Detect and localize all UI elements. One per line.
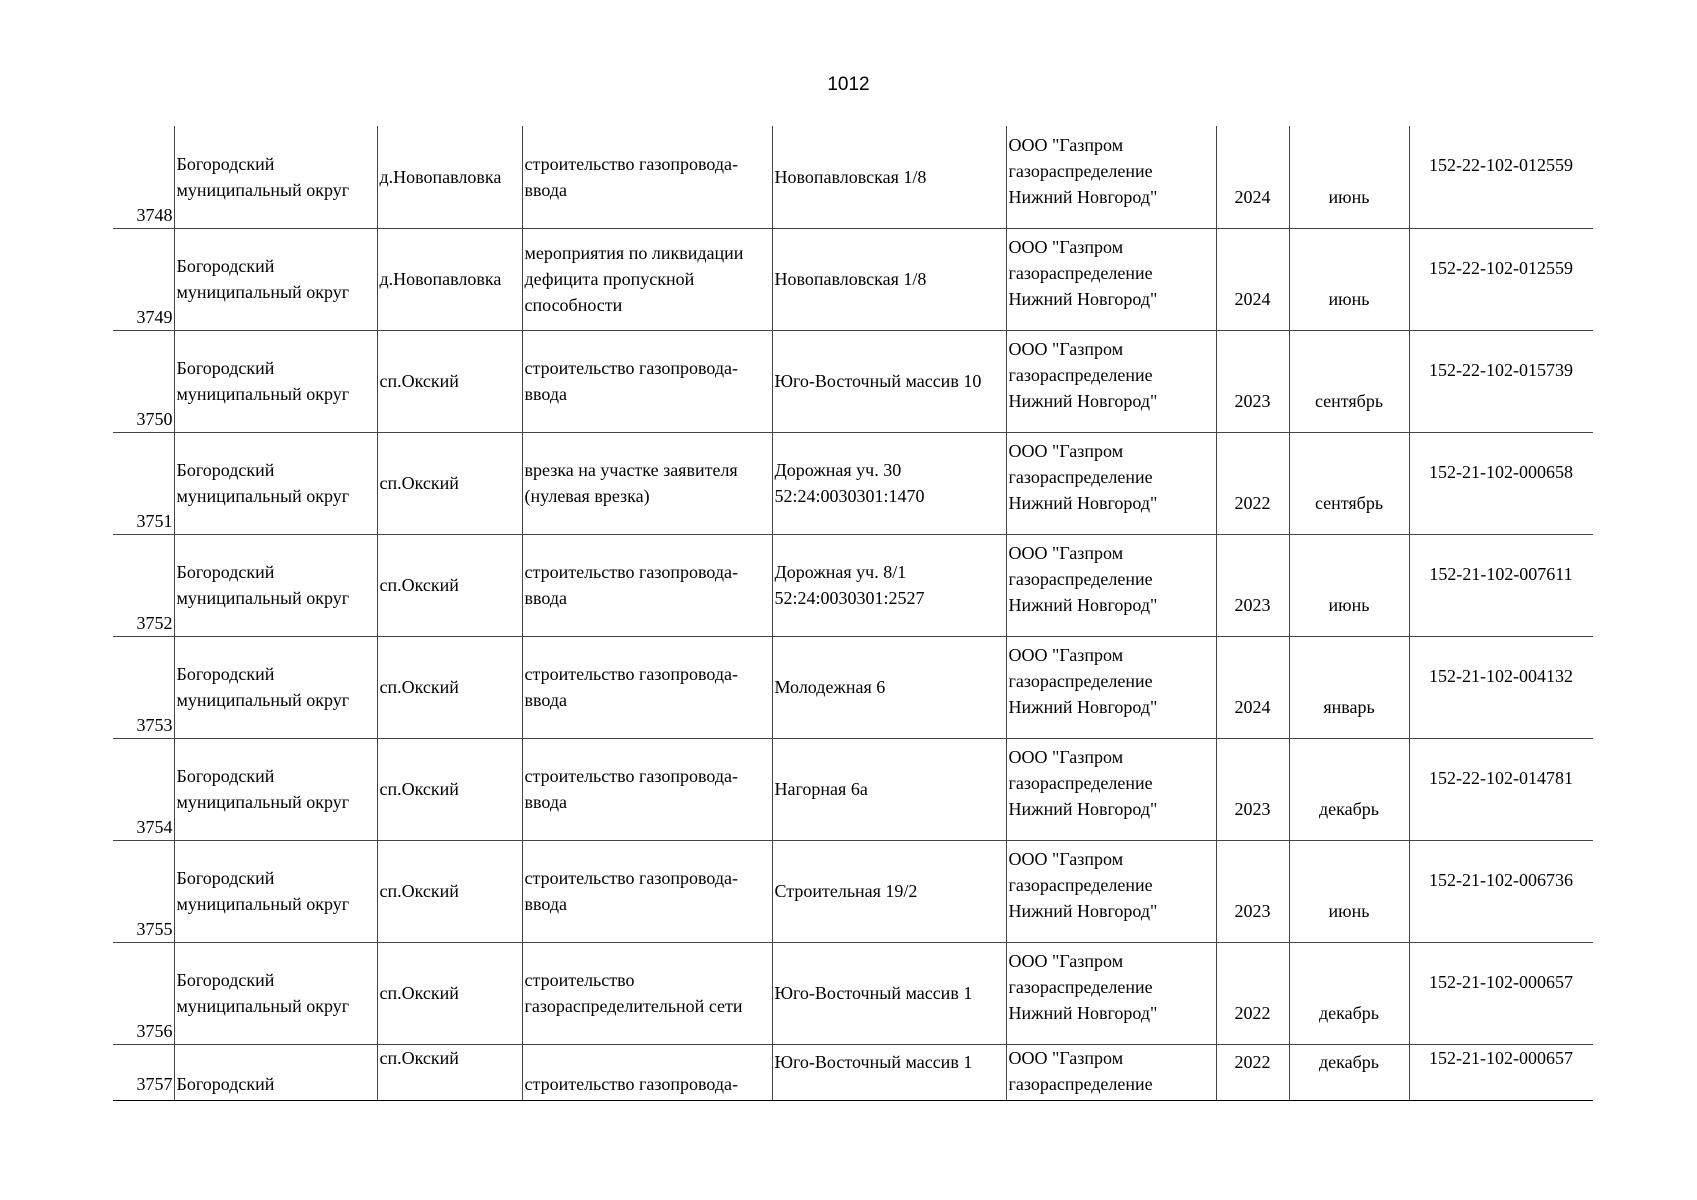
table-row [113,942,1593,1044]
work-type-cell: строительство газораспределительной сети [522,942,772,1044]
locality-cell: сп.Окский [377,534,522,636]
year-cell: 2023 [1216,738,1289,840]
work-type-cell: строительство газопровода-ввода [522,636,772,738]
locality-cell: сп.Окский [377,330,522,432]
work-type-cell: строительство газопровода-ввода [522,330,772,432]
year-cell: 2022 [1216,942,1289,1044]
organization-cell: ООО "Газпром газораспределение Нижний Новгород" [1006,534,1216,636]
row-number-cell: 3749 [113,228,174,330]
organization-cell: ООО "Газпром газораспределение Нижний Новгород" [1006,126,1216,228]
row-number-cell: 3753 [113,636,174,738]
district-cell: Богородский муниципальный округ [174,228,377,330]
address-cell: Дорожная уч. 8/1 52:24:0030301:2527 [772,534,1006,636]
row-number-cell: 3755 [113,840,174,942]
gas-connection-table [113,126,1593,1101]
row-number-cell: 3757 [113,1044,174,1101]
district-cell: Богородский муниципальный округ [174,636,377,738]
locality-cell: сп.Окский [377,432,522,534]
month-cell: июнь [1289,840,1409,942]
district-cell: Богородский муниципальный округ [174,942,377,1044]
row-number-cell: 3754 [113,738,174,840]
table-row [113,738,1593,840]
row-number-cell: 3751 [113,432,174,534]
organization-cell: ООО "Газпром газораспределение Нижний Новгород" [1006,636,1216,738]
work-type-cell: мероприятия по ликвидации дефицита пропускной способности [522,228,772,330]
table-row [113,126,1593,228]
work-type-cell: строительство газопровода-ввода [522,126,772,228]
locality-cell: сп.Окский [377,840,522,942]
locality-cell: д.Новопавловка [377,126,522,228]
application-code-cell: 152-22-102-015739 [1409,330,1593,432]
table-row [113,636,1593,738]
address-cell: Молодежная 6 [772,636,1006,738]
month-cell: июнь [1289,534,1409,636]
locality-cell: сп.Окский [377,942,522,1044]
row-number-cell: 3748 [113,126,174,228]
table-row [113,840,1593,942]
data-table [113,126,1593,1101]
district-cell: Богородский [174,1044,377,1101]
organization-cell: ООО "Газпром газораспределение Нижний Новгород" [1006,840,1216,942]
work-type-cell: строительство газопровода- [522,1044,772,1101]
address-cell: Юго-Восточный массив 1 [772,1044,1006,1101]
month-cell: декабрь [1289,738,1409,840]
district-cell: Богородский муниципальный округ [174,126,377,228]
organization-cell: ООО "Газпром газораспределение Нижний Новгород" [1006,432,1216,534]
address-cell: Юго-Восточный массив 10 [772,330,1006,432]
application-code-cell: 152-22-102-014781 [1409,738,1593,840]
locality-cell: сп.Окский [377,1044,522,1101]
application-code-cell: 152-21-102-000657 [1409,1044,1593,1101]
table-row [113,330,1593,432]
work-type-cell: строительство газопровода-ввода [522,840,772,942]
month-cell: сентябрь [1289,330,1409,432]
district-cell: Богородский муниципальный округ [174,432,377,534]
year-cell: 2024 [1216,126,1289,228]
organization-cell: ООО "Газпром газораспределение Нижний Новгород" [1006,330,1216,432]
year-cell: 2022 [1216,432,1289,534]
month-cell: январь [1289,636,1409,738]
address-cell: Новопавловская 1/8 [772,126,1006,228]
row-number-cell: 3756 [113,942,174,1044]
locality-cell: д.Новопавловка [377,228,522,330]
address-cell: Новопавловская 1/8 [772,228,1006,330]
district-cell: Богородский муниципальный округ [174,330,377,432]
organization-cell: ООО "Газпром газораспределение Нижний Новгород" [1006,228,1216,330]
address-cell: Строительная 19/2 [772,840,1006,942]
address-cell: Нагорная 6а [772,738,1006,840]
application-code-cell: 152-21-102-000658 [1409,432,1593,534]
organization-cell: ООО "Газпром газораспределение Нижний Новгород" [1006,942,1216,1044]
year-cell: 2024 [1216,636,1289,738]
year-cell: 2023 [1216,330,1289,432]
application-code-cell: 152-22-102-012559 [1409,126,1593,228]
month-cell: июнь [1289,126,1409,228]
organization-cell: ООО "Газпром газораспределение [1006,1044,1216,1101]
table-row [113,432,1593,534]
application-code-cell: 152-21-102-004132 [1409,636,1593,738]
month-cell: декабрь [1289,942,1409,1044]
table-row [113,1044,1593,1101]
work-type-cell: строительство газопровода-ввода [522,738,772,840]
district-cell: Богородский муниципальный округ [174,738,377,840]
page-number: 1012 [827,74,870,95]
address-cell: Дорожная уч. 30 52:24:0030301:1470 [772,432,1006,534]
district-cell: Богородский муниципальный округ [174,534,377,636]
work-type-cell: врезка на участке заявителя (нулевая врезка) [522,432,772,534]
application-code-cell: 152-21-102-000657 [1409,942,1593,1044]
row-number-cell: 3750 [113,330,174,432]
year-cell: 2024 [1216,228,1289,330]
month-cell: июнь [1289,228,1409,330]
locality-cell: сп.Окский [377,738,522,840]
address-cell: Юго-Восточный массив 1 [772,942,1006,1044]
district-cell: Богородский муниципальный округ [174,840,377,942]
work-type-cell: строительство газопровода-ввода [522,534,772,636]
application-code-cell: 152-22-102-012559 [1409,228,1593,330]
year-cell: 2022 [1216,1044,1289,1101]
application-code-cell: 152-21-102-006736 [1409,840,1593,942]
application-code-cell: 152-21-102-007611 [1409,534,1593,636]
month-cell: декабрь [1289,1044,1409,1101]
year-cell: 2023 [1216,840,1289,942]
locality-cell: сп.Окский [377,636,522,738]
row-number-cell: 3752 [113,534,174,636]
table-row [113,534,1593,636]
month-cell: сентябрь [1289,432,1409,534]
organization-cell: ООО "Газпром газораспределение Нижний Новгород" [1006,738,1216,840]
year-cell: 2023 [1216,534,1289,636]
table-row [113,228,1593,330]
